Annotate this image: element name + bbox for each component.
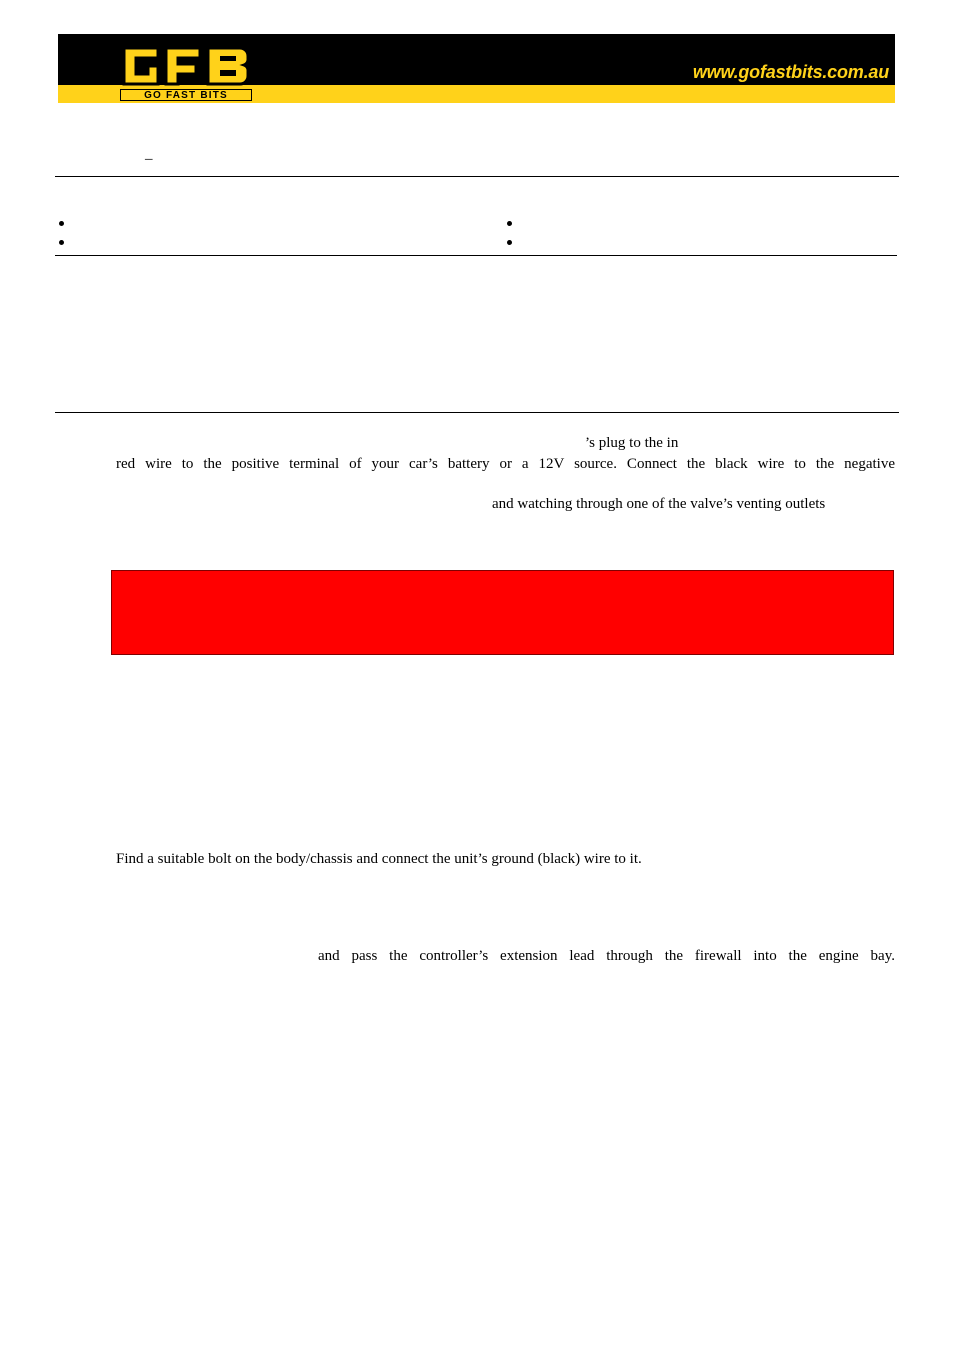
instruction-fragment: and watching through one of the valve’s venting outlets [492, 496, 826, 512]
firewall-step-text: and pass the controller’s extension lead through the firewall into the engine bay. [318, 948, 895, 964]
bullet-marker [507, 221, 512, 226]
instruction-fragment: ’s plug to the in [585, 435, 679, 451]
title-rule [55, 176, 899, 177]
instruction-line: red wire to the positive terminal of your car’s battery or a 12V source. Connect the black wire to the negative [116, 456, 895, 472]
bullet-marker [507, 240, 512, 245]
warning-box [111, 570, 894, 655]
header-banner [58, 34, 895, 103]
title-fragment: – [145, 151, 153, 167]
gfb-logo [118, 42, 254, 88]
bullet-marker [59, 240, 64, 245]
website-url[interactable]: www.gofastbits.com.au [692, 62, 889, 82]
bullet-marker [59, 221, 64, 226]
ground-step-text: Find a suitable bolt on the body/chassis and connect the unit’s ground (black) wire to it. [116, 851, 642, 867]
list-rule [55, 255, 897, 256]
logo-tagline: GO FAST BITS [120, 89, 252, 101]
section-rule [55, 412, 899, 413]
